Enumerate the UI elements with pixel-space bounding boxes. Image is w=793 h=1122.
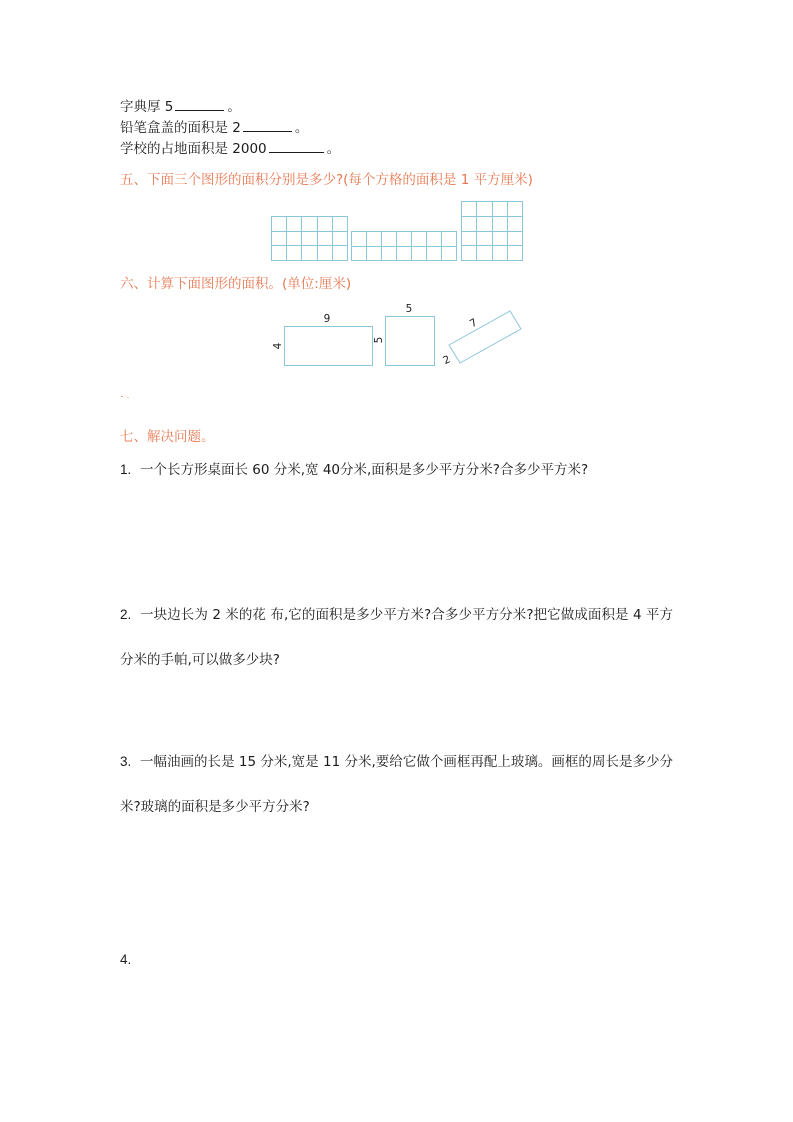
problem-1-text: 一个长方形桌面长 60 分米,宽 40分米,面积是多少平方分米?合多少平方米? [140, 462, 589, 478]
tilted-rectangle-figure [441, 311, 521, 367]
problem-3-number: 3. [120, 754, 132, 769]
scan-artifact [127, 397, 129, 398]
tilted-rectangle-length-label: 7 [467, 316, 480, 331]
problem-2-line-1 [120, 605, 673, 625]
problem-1 [120, 460, 588, 480]
fill-blank-3-prefix: 学校的占地面积是 2000 [120, 141, 267, 157]
rectangle-length-label: 9 [323, 313, 331, 325]
problem-2-text-1: 一块边长为 2 米的花 布,它的面积是多少平方米?合多少平方分米?把它做成面积是 4 平方 [140, 607, 673, 623]
rectangle-width-label: 4 [272, 342, 284, 350]
fill-blank-1-prefix: 字典厚 5 [120, 99, 174, 115]
square-top-label: 5 [405, 303, 413, 315]
problem-2-number: 2. [120, 607, 132, 622]
square-shape [386, 317, 435, 366]
fill-blank-2-suffix: 。 [294, 120, 309, 136]
problem-4-number: 4. [120, 952, 132, 967]
rectangle-shape [285, 327, 373, 366]
section6-heading: 六、计算下面图形的面积。(单位:厘米) [120, 276, 352, 292]
square-figure [373, 303, 435, 366]
tilted-rectangle-shape [449, 311, 521, 363]
problem-2-line-2: 分米的手帕,可以做多少块? [120, 652, 280, 668]
section5-heading: 五、下面三个图形的面积分别是多少?(每个方格的面积是 1 平方厘米) [120, 172, 533, 188]
problem-4 [120, 950, 140, 970]
problem-3-text-1: 一幅油画的长是 15 分米,宽是 11 分米,要给它做个画框再配上玻璃。画框的周长是多少分 [140, 754, 673, 770]
fill-blank-1-suffix: 。 [227, 99, 241, 115]
fill-blank-2-prefix: 铅笔盒盖的面积是 2 [120, 120, 241, 136]
tilted-rectangle-width-label: 2 [441, 353, 453, 368]
problem-1-number: 1. [120, 462, 132, 477]
section6-figures [0, 0, 793, 400]
problem-3-line-1-text [120, 752, 673, 772]
problem-3-line-1 [120, 752, 673, 772]
section7-heading: 七、解决问题。 [120, 429, 215, 445]
fill-blank-3-suffix: 。 [326, 141, 341, 157]
problem-2-line-1-text [120, 605, 673, 625]
problem-3-line-2: 米?玻璃的面积是多少平方分米? [120, 799, 310, 815]
rectangle-figure [272, 313, 373, 366]
scan-artifact [121, 396, 123, 397]
square-side-label: 5 [373, 336, 385, 344]
